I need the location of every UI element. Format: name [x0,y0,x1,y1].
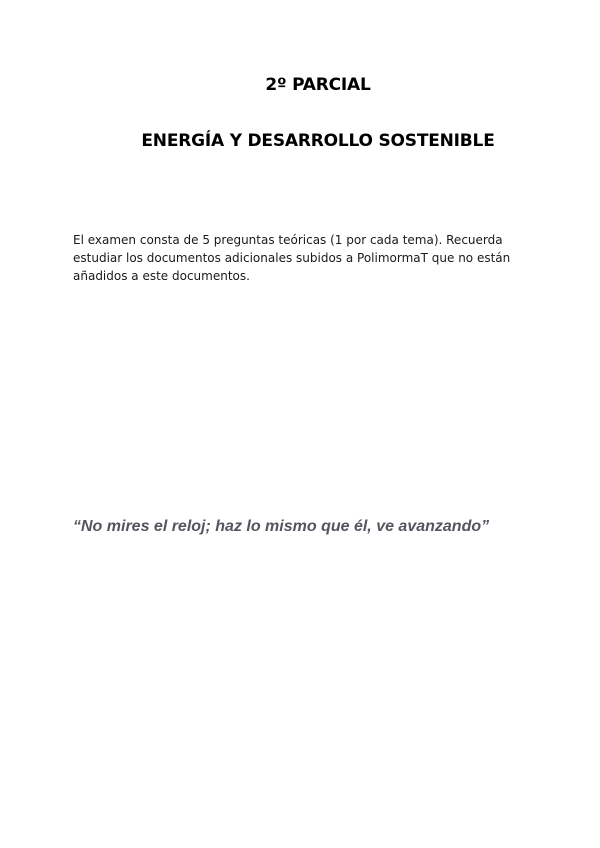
intro-paragraph: El examen consta de 5 preguntas teóricas (1 por cada tema). Recuerda estudiar los documentos adicionales subidos a PolimormaT que no están añadidos a este documentos. [73,233,511,283]
motivational-quote: “No mires el reloj; haz lo mismo que él, ve avanzando” [73,518,490,535]
page-title: 2º PARCIAL [265,75,371,95]
page-subtitle: ENERGÍA Y DESARROLLO SOSTENIBLE [141,131,495,151]
